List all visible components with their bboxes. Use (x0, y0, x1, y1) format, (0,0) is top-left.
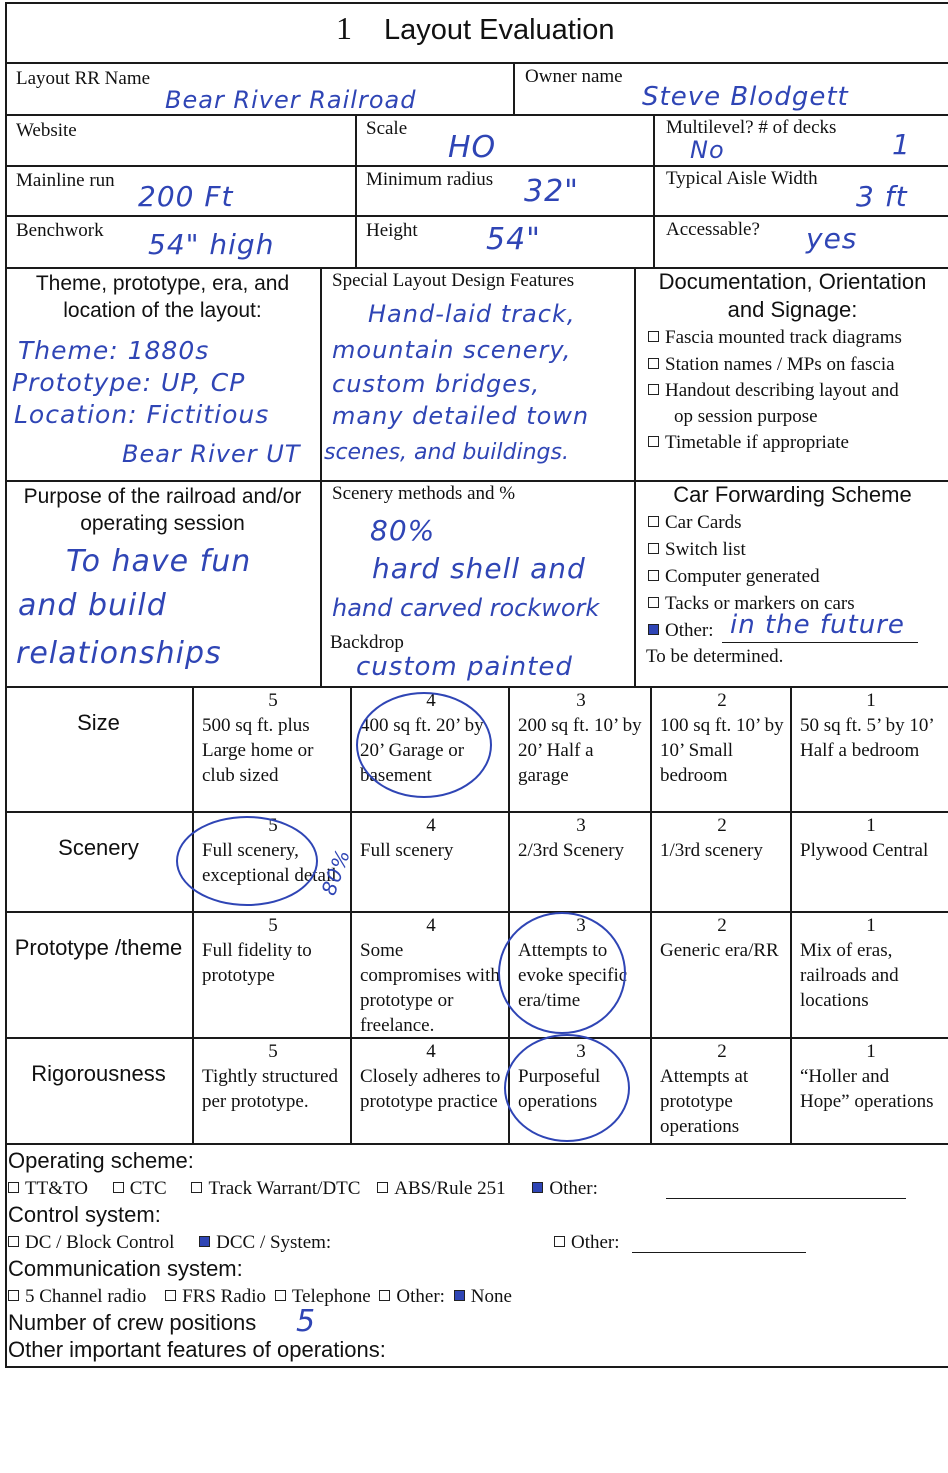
grid-cell-score: 1 (866, 815, 876, 836)
checkbox[interactable] (648, 516, 659, 527)
checkbox-checked[interactable] (532, 1182, 543, 1193)
grid-cell-text: 50 sq ft. 5’ by 10’ Half a bedroom (800, 715, 934, 761)
grid-cell-score: 3 (576, 1041, 586, 1062)
selection-circle (356, 692, 492, 798)
special-line-3: custom bridges, (332, 370, 541, 398)
car-other (648, 618, 714, 643)
divider (666, 1198, 906, 1199)
accessable-value: yes (806, 222, 858, 255)
doc-item-1 (648, 325, 902, 350)
checkbox[interactable] (648, 543, 659, 554)
grid-cell-score: 2 (717, 815, 727, 836)
divider (650, 686, 652, 811)
divider (508, 686, 510, 811)
grid-cell-text: Attempts to evoke specific era/time (518, 940, 628, 1011)
checkbox[interactable] (554, 1236, 565, 1247)
theme-line-2: Prototype: UP, CP (12, 368, 246, 397)
website-label: Website (16, 120, 77, 141)
doc-item-label: Station names / MPs on fascia (665, 354, 895, 375)
grid-cell-text: Full scenery, exceptional detail (202, 840, 337, 886)
divider (790, 911, 792, 1037)
grid-cell-score: 1 (866, 1041, 876, 1062)
scenery-line-3: hand carved rockwork (332, 594, 600, 622)
divider (5, 114, 948, 116)
divider (790, 811, 792, 911)
grid-cell-text: Attempts at prototype operations (660, 1066, 749, 1137)
checkbox[interactable] (648, 358, 659, 369)
grid-cell-text: Mix of eras, railroads and locations (800, 940, 899, 1011)
car-other-label: Other: (665, 620, 714, 641)
ops-scheme-other: Other: (549, 1178, 598, 1199)
grid-row-label: Rigorousness (31, 1061, 166, 1086)
grid-cell-text: Full fidelity to prototype (202, 940, 312, 986)
checkbox[interactable] (648, 570, 659, 581)
divider (513, 62, 515, 114)
scenery-line-1: 80% (370, 514, 436, 547)
page-title: Layout Evaluation (384, 14, 615, 46)
grid-cell-text: 1/3rd scenery (660, 840, 763, 861)
grid-cell-text: Closely adheres to prototype practice (360, 1066, 501, 1112)
theme-line-1: Theme: 1880s (18, 336, 210, 365)
checkbox[interactable] (648, 597, 659, 608)
aisle-label: Typical Aisle Width (666, 168, 818, 189)
ops-control-row (8, 1230, 331, 1255)
ops-scheme-item: TT&TO (25, 1178, 88, 1199)
grid-cell-text: Generic era/RR (660, 940, 779, 961)
grid-cell (202, 688, 344, 788)
radius-label: Minimum radius (366, 169, 494, 190)
divider (5, 165, 948, 167)
purpose-line-1: To have fun (66, 544, 252, 579)
checkbox-checked[interactable] (454, 1290, 465, 1301)
doc-item-3b: op session purpose (674, 406, 818, 427)
divider (650, 1037, 652, 1143)
ops-features-label: Other important features of operations: (8, 1337, 386, 1362)
height-label: Height (366, 220, 418, 241)
grid-cell (660, 913, 784, 963)
backdrop-label: Backdrop (330, 632, 404, 653)
divider (350, 1037, 352, 1143)
divider (5, 1143, 948, 1145)
checkbox[interactable] (8, 1236, 19, 1247)
checkbox[interactable] (8, 1182, 19, 1193)
ops-comm-row (8, 1284, 512, 1309)
checkbox[interactable] (275, 1290, 286, 1301)
divider (192, 1037, 194, 1143)
grid-cell-score: 3 (576, 915, 586, 936)
ops-scheme-item: ABS/Rule 251 (394, 1178, 506, 1199)
divider (790, 1037, 792, 1143)
grid-cell (660, 1039, 784, 1139)
ops-crew-value: 5 (296, 1304, 317, 1339)
grid-cell-score: 1 (866, 915, 876, 936)
page-number: 1 (336, 10, 352, 46)
car-item-1 (648, 510, 742, 535)
divider (653, 114, 655, 268)
doc-item-3 (648, 378, 899, 403)
grid-cell-score: 5 (268, 915, 278, 936)
grid-cell (360, 1039, 502, 1114)
divider (350, 686, 352, 811)
multilevel-value: No (690, 136, 725, 164)
aisle-value: 3 ft (856, 180, 908, 213)
divider (634, 267, 636, 687)
car-item-2 (648, 537, 746, 562)
purpose-line-3: relationships (16, 636, 222, 671)
car-other-value: in the future (730, 610, 905, 640)
grid-cell-score: 4 (426, 815, 436, 836)
checkbox[interactable] (8, 1290, 19, 1301)
grid-cell-score: 3 (576, 815, 586, 836)
radius-value: 32" (524, 174, 579, 209)
grid-cell-text: 200 sq ft. 10’ by 20’ Half a garage (518, 715, 642, 786)
checkbox[interactable] (379, 1290, 390, 1301)
grid-cell (360, 913, 502, 1038)
doc-title: Documentation, Orientation and Signage: (658, 269, 927, 322)
ops-control-dc: DC / Block Control (25, 1232, 175, 1253)
checkbox[interactable] (377, 1182, 388, 1193)
grid-cell-score: 2 (717, 1041, 727, 1062)
theme-title: Theme, prototype, era, and location of the layout: (35, 272, 290, 322)
grid-cell-text: Some compromises with prototype or freelance. (360, 940, 500, 1036)
doc-item-label: Fascia mounted track diagrams (665, 327, 902, 348)
ops-control-label: Control system: (8, 1202, 161, 1227)
grid-cell (800, 1039, 942, 1114)
grid-cell-text: Plywood Central (800, 840, 929, 861)
grid-cell-score: 4 (426, 915, 436, 936)
grid-cell-score: 5 (268, 690, 278, 711)
checkbox[interactable] (113, 1182, 124, 1193)
grid-cell-score: 2 (717, 690, 727, 711)
theme-line-4: Bear River UT (122, 440, 301, 468)
ops-comm-item: FRS Radio (182, 1286, 267, 1307)
ops-comm-item: Telephone (291, 1286, 371, 1307)
purpose-title: Purpose of the railroad and/or operating session (23, 485, 302, 535)
grid-cell-text: Purposeful operations (518, 1066, 601, 1112)
special-line-2: mountain scenery, (332, 336, 572, 364)
mainline-label: Mainline run (16, 170, 115, 191)
selection-circle (504, 1034, 630, 1142)
ops-scheme-item: CTC (129, 1178, 167, 1199)
special-line-1: Hand-laid track, (368, 300, 576, 328)
grid-cell (360, 813, 502, 863)
selection-circle (498, 912, 626, 1034)
owner-value: Steve Blodgett (642, 82, 849, 112)
doc-item-label: Handout describing layout and (665, 380, 899, 401)
grid-cell (660, 813, 784, 863)
checkbox-checked[interactable] (199, 1236, 210, 1247)
scenery-methods-title: Scenery methods and % (332, 483, 516, 504)
divider (355, 114, 357, 268)
accessable-label: Accessable? (666, 219, 760, 240)
grid-cell-score: 4 (426, 690, 436, 711)
ops-comm-item: Other: (396, 1286, 445, 1307)
car-item-label: Car Cards (665, 512, 742, 533)
ops-crew-label: Number of crew positions (8, 1310, 257, 1335)
grid-cell-text: 2/3rd Scenery (518, 840, 625, 861)
car-item-label: Computer generated (665, 566, 820, 587)
divider (5, 62, 948, 64)
ops-scheme-item: Track Warrant/DTC (208, 1178, 361, 1199)
doc-item-label: Timetable if appropriate (665, 432, 849, 453)
grid-cell (202, 1039, 344, 1114)
checkbox[interactable] (648, 436, 659, 447)
grid-cell-text: Tightly structured per prototype. (202, 1066, 338, 1112)
ops-scheme-label: Operating scheme: (8, 1148, 194, 1173)
grid-cell-text: 100 sq ft. 10’ by 10’ Small bedroom (660, 715, 784, 786)
grid-cell-text: 500 sq ft. plus Large home or club sized (202, 715, 314, 786)
scenery-line-2: hard shell and (372, 552, 586, 585)
checkbox-checked[interactable] (648, 624, 659, 635)
grid-cell-score: 5 (268, 1041, 278, 1062)
divider (650, 811, 652, 911)
ops-comm-item: 5 Channel radio (25, 1286, 147, 1307)
mainline-value: 200 Ft (138, 180, 234, 213)
selection-circle (176, 816, 318, 906)
checkbox[interactable] (165, 1290, 176, 1301)
divider (320, 267, 322, 687)
ops-control-other-row (554, 1230, 620, 1255)
divider (350, 911, 352, 1037)
height-value: 54" (486, 222, 541, 257)
grid-cell (800, 813, 942, 863)
car-item-3 (648, 564, 820, 589)
divider (650, 911, 652, 1037)
benchwork-label: Benchwork (16, 220, 104, 241)
ops-comm-label: Communication system: (8, 1256, 243, 1281)
divider (790, 686, 792, 811)
ops-scheme-row (8, 1176, 598, 1201)
grid-cell (202, 913, 344, 988)
grid-cell-text: “Holler and Hope” operations (800, 1066, 934, 1112)
grid-row-label: Prototype /theme (14, 935, 183, 960)
multilevel-label: Multilevel? # of decks (666, 117, 837, 138)
grid-cell (518, 813, 644, 863)
grid-cell (800, 688, 942, 763)
grid-cell (800, 913, 942, 1013)
layout-name-label: Layout RR Name (16, 68, 151, 89)
checkbox[interactable] (191, 1182, 202, 1193)
grid-cell-score: 5 (268, 815, 278, 836)
benchwork-value: 54" high (148, 228, 275, 261)
divider (5, 215, 948, 217)
scale-value: HO (448, 130, 497, 165)
scale-label: Scale (366, 118, 408, 139)
divider (192, 686, 194, 811)
decks-value: 1 (892, 128, 911, 161)
grid-row-label: Scenery (58, 835, 139, 860)
car-title: Car Forwarding Scheme (673, 482, 912, 507)
doc-item-2 (648, 352, 895, 377)
checkbox[interactable] (648, 384, 659, 395)
car-item-label: Switch list (665, 539, 746, 560)
car-item-label: Tacks or markers on cars (665, 593, 855, 614)
special-title: Special Layout Design Features (332, 270, 575, 291)
purpose-line-2: and build (18, 588, 167, 623)
grid-row-label: Size (77, 710, 120, 735)
special-line-4: many detailed town (332, 402, 590, 430)
ops-comm-none: None (470, 1286, 512, 1307)
grid-cell-text: 400 sq ft. 20’ by 20’ Garage or basement (360, 715, 484, 786)
backdrop-value: custom painted (356, 652, 573, 682)
car-tbd: To be determined. (646, 646, 784, 667)
theme-line-3: Location: Fictitious (14, 400, 270, 429)
layout-name-value: Bear River Railroad (165, 86, 417, 114)
checkbox[interactable] (648, 331, 659, 342)
grid-cell (518, 688, 644, 788)
special-line-5: scenes, and buildings. (324, 440, 569, 465)
doc-item-4 (648, 430, 849, 455)
ops-control-dcc: DCC / System: (216, 1232, 332, 1253)
grid-cell-text: Full scenery (360, 840, 454, 861)
grid-cell-score: 2 (717, 915, 727, 936)
scenery-percent-note: 80% (316, 845, 356, 899)
divider (722, 642, 918, 643)
grid-cell-score: 3 (576, 690, 586, 711)
owner-label: Owner name (525, 66, 623, 87)
grid-cell-score: 4 (426, 1041, 436, 1062)
grid-cell-score: 1 (866, 690, 876, 711)
ops-control-other: Other: (571, 1232, 620, 1253)
grid-cell (660, 688, 784, 788)
divider (508, 811, 510, 911)
divider (192, 911, 194, 1037)
divider (632, 1252, 806, 1253)
